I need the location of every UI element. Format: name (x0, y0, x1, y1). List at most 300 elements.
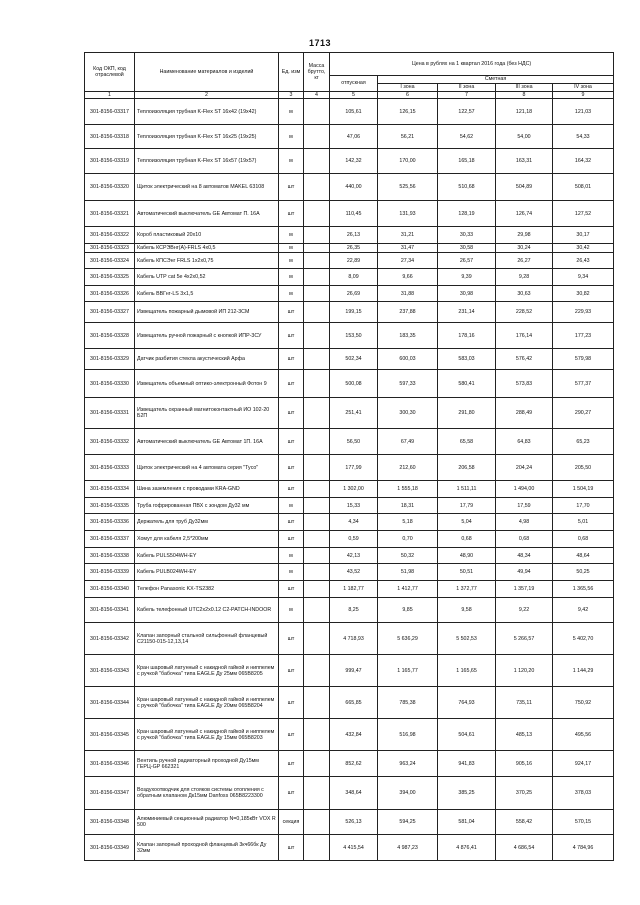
cell-name: Воздухоотводчик для стояков системы отопления с обратным клапаном Дк15мм Danfoss 065B8223300 (135, 777, 279, 810)
header-code: Код ОКП, код отраслевой (85, 53, 135, 92)
cell-zone-2-price: 54,62 (438, 125, 496, 149)
cell-code: 301-8156-03323 (85, 244, 135, 253)
cell-zone-3-price: 576,42 (496, 349, 553, 370)
cell-zone-4-price: 579,98 (553, 349, 614, 370)
cell-zone-4-price: 26,43 (553, 253, 614, 269)
cell-name: Кран шаровый латунный с накидной гайкой и ниппелем с ручкой "бабочка" типа EAGLE Ду 25мм 065B8205 (135, 655, 279, 687)
cell-zone-4-price: 4 784,96 (553, 835, 614, 861)
header-mass: Масса брутто, кг (304, 53, 330, 92)
cell-zone-2-price: 1 511,11 (438, 481, 496, 498)
cell-zone-2-price: 291,80 (438, 398, 496, 429)
cell-name: Автоматический выключатель GE Автомат П. 16А (135, 201, 279, 227)
table-row (85, 174, 614, 201)
cell-zone-2-price: 5 502,53 (438, 623, 496, 655)
cell-zone-4-price: 1 504,19 (553, 481, 614, 498)
cell-release-price: 110,45 (330, 201, 378, 227)
table-row (85, 201, 614, 227)
cell-code: 301-8156-03338 (85, 548, 135, 564)
cell-unit: шт (279, 455, 304, 481)
cell-name: Хомут для кабеля 2,5*200мм (135, 531, 279, 548)
cell-mass (304, 149, 330, 174)
table-row (85, 99, 614, 125)
cell-code: 301-8156-03336 (85, 514, 135, 531)
cell-mass (304, 581, 330, 598)
cell-zone-2-price: 30,98 (438, 286, 496, 302)
header-estimate-price: Сметная (378, 76, 614, 84)
cell-zone-3-price: 370,25 (496, 777, 553, 810)
cell-mass (304, 227, 330, 244)
cell-zone-4-price: 30,42 (553, 244, 614, 253)
cell-zone-3-price: 1 357,19 (496, 581, 553, 598)
cell-mass (304, 623, 330, 655)
cell-code: 301-8156-03318 (85, 125, 135, 149)
cell-code: 301-8156-03332 (85, 429, 135, 455)
cell-zone-2-price: 5,04 (438, 514, 496, 531)
cell-zone-2-price: 9,39 (438, 269, 496, 286)
cell-unit: шт (279, 531, 304, 548)
cell-code: 301-8156-03349 (85, 835, 135, 861)
cell-release-price: 177,99 (330, 455, 378, 481)
header-zone-3: III зона (496, 84, 553, 92)
table-row (85, 349, 614, 370)
cell-zone-1-price: 18,31 (378, 498, 438, 514)
column-number: 9 (553, 92, 614, 99)
column-number: 6 (378, 92, 438, 99)
cell-zone-4-price: 177,23 (553, 323, 614, 349)
cell-zone-4-price: 290,27 (553, 398, 614, 429)
cell-code: 301-8156-03335 (85, 498, 135, 514)
cell-zone-4-price: 127,52 (553, 201, 614, 227)
cell-unit: м (279, 149, 304, 174)
table-row (85, 455, 614, 481)
cell-zone-2-price: 0,68 (438, 531, 496, 548)
cell-name: Труба гофрированная ПВХ с зондом Ду32 мм (135, 498, 279, 514)
cell-zone-2-price: 504,61 (438, 719, 496, 751)
cell-zone-3-price: 735,11 (496, 687, 553, 719)
cell-zone-4-price: 54,33 (553, 125, 614, 149)
cell-code: 301-8156-03344 (85, 687, 135, 719)
table-row (85, 835, 614, 861)
cell-zone-4-price: 508,01 (553, 174, 614, 201)
cell-unit: шт (279, 777, 304, 810)
cell-zone-3-price: 26,27 (496, 253, 553, 269)
cell-zone-1-price: 51,98 (378, 564, 438, 581)
table-row (85, 719, 614, 751)
cell-zone-4-price: 48,64 (553, 548, 614, 564)
header-release-price: отпускная (330, 76, 378, 92)
cell-zone-3-price: 29,98 (496, 227, 553, 244)
cell-zone-2-price: 128,19 (438, 201, 496, 227)
cell-name: Кабель PULB024WH-EY (135, 564, 279, 581)
cell-zone-2-price: 206,58 (438, 455, 496, 481)
table-row (85, 598, 614, 623)
cell-unit: м (279, 498, 304, 514)
cell-zone-3-price: 17,59 (496, 498, 553, 514)
cell-code: 301-8156-03337 (85, 531, 135, 548)
cell-code: 301-8156-03333 (85, 455, 135, 481)
cell-code: 301-8156-03330 (85, 370, 135, 398)
page-number: 1713 (308, 38, 332, 48)
column-number: 7 (438, 92, 496, 99)
cell-unit: м (279, 253, 304, 269)
cell-name: Теплоизоляция трубная K-Flex ST 16x57 (19x57) (135, 149, 279, 174)
column-number-row (85, 92, 614, 99)
table-row (85, 323, 614, 349)
cell-release-price: 1 182,77 (330, 581, 378, 598)
cell-zone-2-price: 9,58 (438, 598, 496, 623)
cell-zone-3-price: 64,83 (496, 429, 553, 455)
cell-zone-2-price: 583,03 (438, 349, 496, 370)
cell-release-price: 4 718,93 (330, 623, 378, 655)
cell-unit: м (279, 269, 304, 286)
cell-zone-1-price: 31,88 (378, 286, 438, 302)
header-zone-2: II зона (438, 84, 496, 92)
cell-release-price: 665,85 (330, 687, 378, 719)
cell-unit: шт (279, 655, 304, 687)
table-header (85, 53, 614, 99)
table-body (85, 99, 614, 861)
cell-code: 301-8156-03325 (85, 269, 135, 286)
cell-zone-4-price: 495,56 (553, 719, 614, 751)
cell-unit: шт (279, 514, 304, 531)
cell-zone-4-price: 65,23 (553, 429, 614, 455)
cell-mass (304, 598, 330, 623)
cell-zone-3-price: 163,31 (496, 149, 553, 174)
cell-mass (304, 810, 330, 835)
cell-code: 301-8156-03334 (85, 481, 135, 498)
cell-zone-2-price: 65,58 (438, 429, 496, 455)
cell-code: 301-8156-03321 (85, 201, 135, 227)
cell-zone-1-price: 5,18 (378, 514, 438, 531)
cell-zone-1-price: 1 555,18 (378, 481, 438, 498)
cell-zone-1-price: 1 165,77 (378, 655, 438, 687)
cell-mass (304, 777, 330, 810)
cell-release-price: 0,59 (330, 531, 378, 548)
cell-zone-3-price: 5 266,57 (496, 623, 553, 655)
column-number: 3 (279, 92, 304, 99)
cell-zone-3-price: 49,94 (496, 564, 553, 581)
cell-release-price: 199,15 (330, 302, 378, 323)
table-row (85, 751, 614, 777)
cell-name: Датчик разбития стекла акустический Арфа (135, 349, 279, 370)
cell-code: 301-8156-03346 (85, 751, 135, 777)
cell-unit: шт (279, 581, 304, 598)
cell-unit: м (279, 125, 304, 149)
cell-name: Автоматический выключатель GE Автомат 1П. 16А (135, 429, 279, 455)
table-row (85, 253, 614, 269)
cell-mass (304, 349, 330, 370)
cell-zone-4-price: 229,93 (553, 302, 614, 323)
cell-release-price: 4,34 (330, 514, 378, 531)
table-row (85, 498, 614, 514)
cell-release-price: 4 415,54 (330, 835, 378, 861)
cell-mass (304, 286, 330, 302)
cell-release-price: 432,84 (330, 719, 378, 751)
cell-code: 301-8156-03317 (85, 99, 135, 125)
cell-zone-4-price: 121,03 (553, 99, 614, 125)
cell-zone-4-price: 570,15 (553, 810, 614, 835)
cell-zone-3-price: 504,89 (496, 174, 553, 201)
cell-zone-1-price: 785,38 (378, 687, 438, 719)
cell-zone-1-price: 525,56 (378, 174, 438, 201)
cell-unit: м (279, 227, 304, 244)
cell-zone-4-price: 378,03 (553, 777, 614, 810)
cell-unit: шт (279, 429, 304, 455)
cell-code: 301-8156-03328 (85, 323, 135, 349)
cell-mass (304, 201, 330, 227)
cell-zone-1-price: 31,21 (378, 227, 438, 244)
table-row (85, 514, 614, 531)
cell-unit: шт (279, 835, 304, 861)
cell-release-price: 1 302,00 (330, 481, 378, 498)
cell-release-price: 142,32 (330, 149, 378, 174)
cell-zone-4-price: 750,92 (553, 687, 614, 719)
cell-unit: шт (279, 302, 304, 323)
column-number: 4 (304, 92, 330, 99)
cell-zone-3-price: 126,74 (496, 201, 553, 227)
cell-unit: шт (279, 174, 304, 201)
cell-release-price: 348,64 (330, 777, 378, 810)
cell-zone-2-price: 4 876,41 (438, 835, 496, 861)
cell-name: Кабель UTP cat 5e 4x2x0,52 (135, 269, 279, 286)
cell-zone-2-price: 30,58 (438, 244, 496, 253)
cell-zone-3-price: 1 494,00 (496, 481, 553, 498)
cell-code: 301-8156-03319 (85, 149, 135, 174)
cell-zone-3-price: 905,16 (496, 751, 553, 777)
column-number: 5 (330, 92, 378, 99)
cell-zone-3-price: 558,42 (496, 810, 553, 835)
cell-zone-1-price: 50,32 (378, 548, 438, 564)
cell-mass (304, 429, 330, 455)
cell-code: 301-8156-03327 (85, 302, 135, 323)
cell-mass (304, 125, 330, 149)
cell-zone-1-price: 0,70 (378, 531, 438, 548)
cell-unit: шт (279, 481, 304, 498)
cell-mass (304, 719, 330, 751)
cell-zone-3-price: 121,18 (496, 99, 553, 125)
cell-release-price: 42,13 (330, 548, 378, 564)
cell-zone-3-price: 30,24 (496, 244, 553, 253)
cell-zone-1-price: 597,33 (378, 370, 438, 398)
cell-name: Теплоизоляция трубная K-Flex ST 16x25 (19x25) (135, 125, 279, 149)
cell-zone-4-price: 164,32 (553, 149, 614, 174)
cell-zone-1-price: 4 987,23 (378, 835, 438, 861)
cell-zone-1-price: 5 636,29 (378, 623, 438, 655)
column-number: 8 (496, 92, 553, 99)
cell-unit: м (279, 564, 304, 581)
table-row (85, 269, 614, 286)
cell-code: 301-8156-03347 (85, 777, 135, 810)
table-row (85, 655, 614, 687)
cell-zone-4-price: 17,70 (553, 498, 614, 514)
cell-zone-2-price: 30,33 (438, 227, 496, 244)
cell-code: 301-8156-03326 (85, 286, 135, 302)
cell-zone-4-price: 924,17 (553, 751, 614, 777)
table-row (85, 398, 614, 429)
cell-release-price: 251,41 (330, 398, 378, 429)
cell-mass (304, 751, 330, 777)
cell-name: Кабель КСРЭВнг(А)-FRLS 4x0,5 (135, 244, 279, 253)
cell-release-price: 502,34 (330, 349, 378, 370)
cell-mass (304, 370, 330, 398)
cell-mass (304, 835, 330, 861)
cell-zone-1-price: 516,98 (378, 719, 438, 751)
cell-release-price: 15,33 (330, 498, 378, 514)
cell-zone-4-price: 1 144,29 (553, 655, 614, 687)
cell-zone-1-price: 56,21 (378, 125, 438, 149)
header-name: Наименование материалов и изделий (135, 53, 279, 92)
cell-name: Клапан запорный стальной сильфонный фланцевый С21150-015-12,13,14 (135, 623, 279, 655)
cell-code: 301-8156-03322 (85, 227, 135, 244)
cell-mass (304, 548, 330, 564)
table-row (85, 581, 614, 598)
cell-release-price: 26,69 (330, 286, 378, 302)
cell-unit: м (279, 548, 304, 564)
table-row (85, 244, 614, 253)
cell-zone-4-price: 9,42 (553, 598, 614, 623)
cell-zone-2-price: 122,57 (438, 99, 496, 125)
cell-mass (304, 398, 330, 429)
cell-zone-2-price: 165,18 (438, 149, 496, 174)
cell-unit: шт (279, 398, 304, 429)
column-number: 2 (135, 92, 279, 99)
cell-mass (304, 564, 330, 581)
cell-name: Извещатель пожарный дымовой ИП 212-3СМ (135, 302, 279, 323)
cell-zone-2-price: 581,04 (438, 810, 496, 835)
cell-zone-1-price: 126,15 (378, 99, 438, 125)
cell-code: 301-8156-03320 (85, 174, 135, 201)
cell-zone-1-price: 27,34 (378, 253, 438, 269)
cell-zone-2-price: 764,93 (438, 687, 496, 719)
table-row (85, 777, 614, 810)
cell-zone-3-price: 4,98 (496, 514, 553, 531)
cell-zone-4-price: 577,37 (553, 370, 614, 398)
cell-release-price: 500,08 (330, 370, 378, 398)
cell-code: 301-8156-03329 (85, 349, 135, 370)
table-row (85, 302, 614, 323)
cell-zone-1-price: 9,66 (378, 269, 438, 286)
cell-unit: секция (279, 810, 304, 835)
cell-unit: м (279, 99, 304, 125)
cell-name: Кабель ВВГнг-LS 3x1,5 (135, 286, 279, 302)
column-number: 1 (85, 92, 135, 99)
cell-zone-2-price: 510,68 (438, 174, 496, 201)
cell-zone-2-price: 231,14 (438, 302, 496, 323)
table-row (85, 227, 614, 244)
cell-mass (304, 655, 330, 687)
cell-zone-1-price: 600,03 (378, 349, 438, 370)
cell-release-price: 26,13 (330, 227, 378, 244)
cell-release-price: 56,50 (330, 429, 378, 455)
cell-zone-4-price: 1 365,56 (553, 581, 614, 598)
cell-zone-1-price: 9,85 (378, 598, 438, 623)
cell-release-price: 22,89 (330, 253, 378, 269)
cell-release-price: 43,52 (330, 564, 378, 581)
cell-release-price: 852,62 (330, 751, 378, 777)
cell-release-price: 47,06 (330, 125, 378, 149)
cell-zone-4-price: 205,50 (553, 455, 614, 481)
cell-unit: м (279, 286, 304, 302)
table-row (85, 687, 614, 719)
cell-name: Алюминиевый секционный радиатор N=0,185кВт VOX R 500 (135, 810, 279, 835)
cell-zone-1-price: 1 412,77 (378, 581, 438, 598)
price-table (84, 52, 614, 861)
cell-zone-1-price: 183,35 (378, 323, 438, 349)
cell-unit: шт (279, 201, 304, 227)
cell-zone-1-price: 170,00 (378, 149, 438, 174)
cell-zone-1-price: 31,47 (378, 244, 438, 253)
cell-code: 301-8156-03348 (85, 810, 135, 835)
cell-name: Кабель PULS504WH-EY (135, 548, 279, 564)
cell-zone-4-price: 50,25 (553, 564, 614, 581)
cell-zone-4-price: 30,82 (553, 286, 614, 302)
cell-zone-2-price: 1 372,77 (438, 581, 496, 598)
table-row (85, 481, 614, 498)
cell-mass (304, 498, 330, 514)
cell-zone-1-price: 594,25 (378, 810, 438, 835)
table-row (85, 548, 614, 564)
cell-name: Короб пластиковый 20x10 (135, 227, 279, 244)
cell-zone-3-price: 176,14 (496, 323, 553, 349)
cell-zone-3-price: 9,28 (496, 269, 553, 286)
cell-zone-2-price: 48,90 (438, 548, 496, 564)
cell-zone-1-price: 394,00 (378, 777, 438, 810)
header-zone-1: I зона (378, 84, 438, 92)
cell-mass (304, 99, 330, 125)
cell-name: Извещатель объемный оптико-электронный Фотон 9 (135, 370, 279, 398)
cell-zone-1-price: 300,30 (378, 398, 438, 429)
cell-zone-2-price: 385,25 (438, 777, 496, 810)
cell-code: 301-8156-03343 (85, 655, 135, 687)
cell-code: 301-8156-03339 (85, 564, 135, 581)
cell-unit: шт (279, 370, 304, 398)
cell-zone-1-price: 237,88 (378, 302, 438, 323)
cell-zone-1-price: 963,24 (378, 751, 438, 777)
header-zone-4: IV зона (553, 84, 614, 92)
cell-unit: м (279, 598, 304, 623)
cell-release-price: 526,13 (330, 810, 378, 835)
cell-release-price: 8,09 (330, 269, 378, 286)
table-row (85, 429, 614, 455)
cell-zone-3-price: 48,34 (496, 548, 553, 564)
cell-code: 301-8156-03340 (85, 581, 135, 598)
table-row (85, 564, 614, 581)
cell-release-price: 26,35 (330, 244, 378, 253)
cell-mass (304, 455, 330, 481)
cell-mass (304, 253, 330, 269)
cell-zone-1-price: 67,49 (378, 429, 438, 455)
table-row (85, 370, 614, 398)
cell-zone-2-price: 1 165,65 (438, 655, 496, 687)
cell-name: Кран шаровый латунный с накидной гайкой и ниппелем с ручкой "бабочка" типа EAGLE Ду 15мм 065B8203 (135, 719, 279, 751)
cell-mass (304, 531, 330, 548)
cell-unit: шт (279, 323, 304, 349)
header-price-group: Цена в рублях на 1 квартал 2016 года (без НДС) (330, 53, 614, 76)
cell-name: Извещатель охранный магнитоконтактный ИО 102-20 Б2П (135, 398, 279, 429)
cell-code: 301-8156-03324 (85, 253, 135, 269)
cell-code: 301-8156-03331 (85, 398, 135, 429)
table-row (85, 149, 614, 174)
cell-zone-3-price: 30,63 (496, 286, 553, 302)
cell-unit: шт (279, 623, 304, 655)
cell-zone-4-price: 0,68 (553, 531, 614, 548)
cell-zone-3-price: 228,52 (496, 302, 553, 323)
cell-unit: шт (279, 349, 304, 370)
cell-mass (304, 687, 330, 719)
cell-zone-3-price: 573,83 (496, 370, 553, 398)
cell-zone-1-price: 212,60 (378, 455, 438, 481)
cell-zone-2-price: 17,79 (438, 498, 496, 514)
